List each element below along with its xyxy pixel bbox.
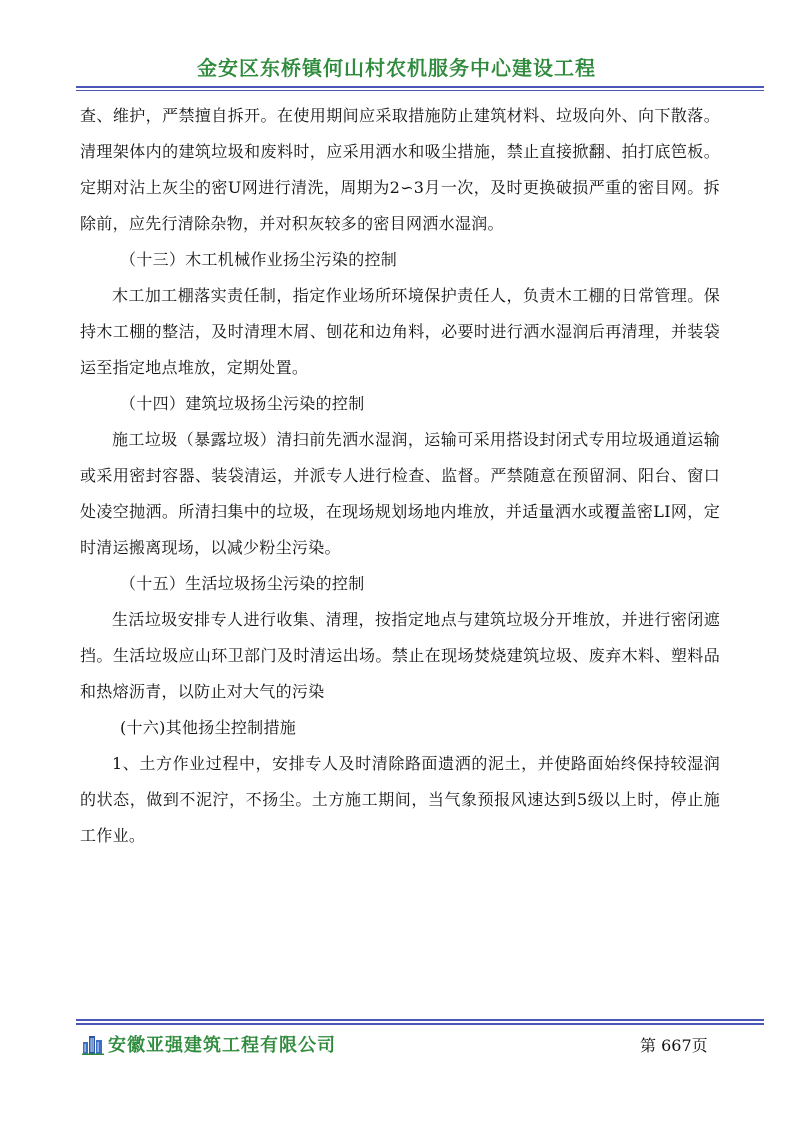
paragraph-13: 木工加工棚落实责任制，指定作业场所环境保护责任人，负责木工棚的日常管理。保持木工棚的整洁，及时清理木屑、刨花和边角料，必要时进行洒水湿润后再清理，并装袋运至指定地点堆放，定期处置。 <box>80 286 720 377</box>
page-number: 第 667页 <box>640 1036 708 1055</box>
paragraph-continued: 查、维护，严禁擅自拆开。在使用期间应采取措施防止建筑材料、垃圾向外、向下散落。清理架体内的建筑垃圾和废料时，应采用洒水和吸尘措施，禁止直接掀翻、拍打底笆板。定期对沾上灰尘的密U网进行清洗，周期为2∽3月一次，及时更换破损严重的密目网。拆除前，应先行清除杂物，并对积灰较多的密目网洒水湿润。 <box>80 106 720 233</box>
footer-rule-lower <box>76 1023 764 1025</box>
paragraph-16: 1、土方作业过程中，安排专人及时清除路面遗洒的泥土，并使路面始终保持较湿润的状态，做到不泥泞，不扬尘。土方施工期间，当气象预报风速达到5级以上时，停止施工作业。 <box>80 754 720 845</box>
section-heading-15: （十五）生活垃圾扬尘污染的控制 <box>120 574 365 593</box>
header-rule-thick <box>76 86 764 88</box>
paragraph-14: 施工垃圾（暴露垃圾）清扫前先洒水湿润，运输可采用搭设封闭式专用垃圾通道运输或采用密封容器、装袋清运，并派专人进行检查、监督。严禁随意在预留洞、阳台、窗口处凌空抛洒。所清扫集中的垃圾，在现场规划场地内堆放，并适量洒水或覆盖密LI网，定时清运搬离现场，以减少粉尘污染。 <box>80 430 720 557</box>
footer-company-block <box>82 1030 336 1058</box>
section-heading-14: （十四）建筑垃圾扬尘污染的控制 <box>120 394 365 413</box>
document-header-title: 金安区东桥镇何山村农机服务中心建设工程 <box>197 56 596 80</box>
footer-company-name: 安徽亚强建筑工程有限公司 <box>108 1035 336 1056</box>
document-body <box>80 98 720 854</box>
building-logo-icon <box>82 1033 104 1055</box>
footer-rule-upper <box>76 1019 764 1021</box>
section-heading-13: （十三）木工机械作业扬尘污染的控制 <box>120 250 398 269</box>
paragraph-15: 生活垃圾安排专人进行收集、清理，按指定地点与建筑垃圾分开堆放，并进行密闭遮挡。生活垃圾应山环卫部门及时清运出场。禁止在现场焚烧建筑垃圾、废弃木料、塑料品和热熔沥青，以防止对大气的污染 <box>80 610 720 701</box>
section-heading-16: (十六)其他扬尘控制措施 <box>120 718 297 737</box>
header-rule-thin <box>76 90 764 91</box>
